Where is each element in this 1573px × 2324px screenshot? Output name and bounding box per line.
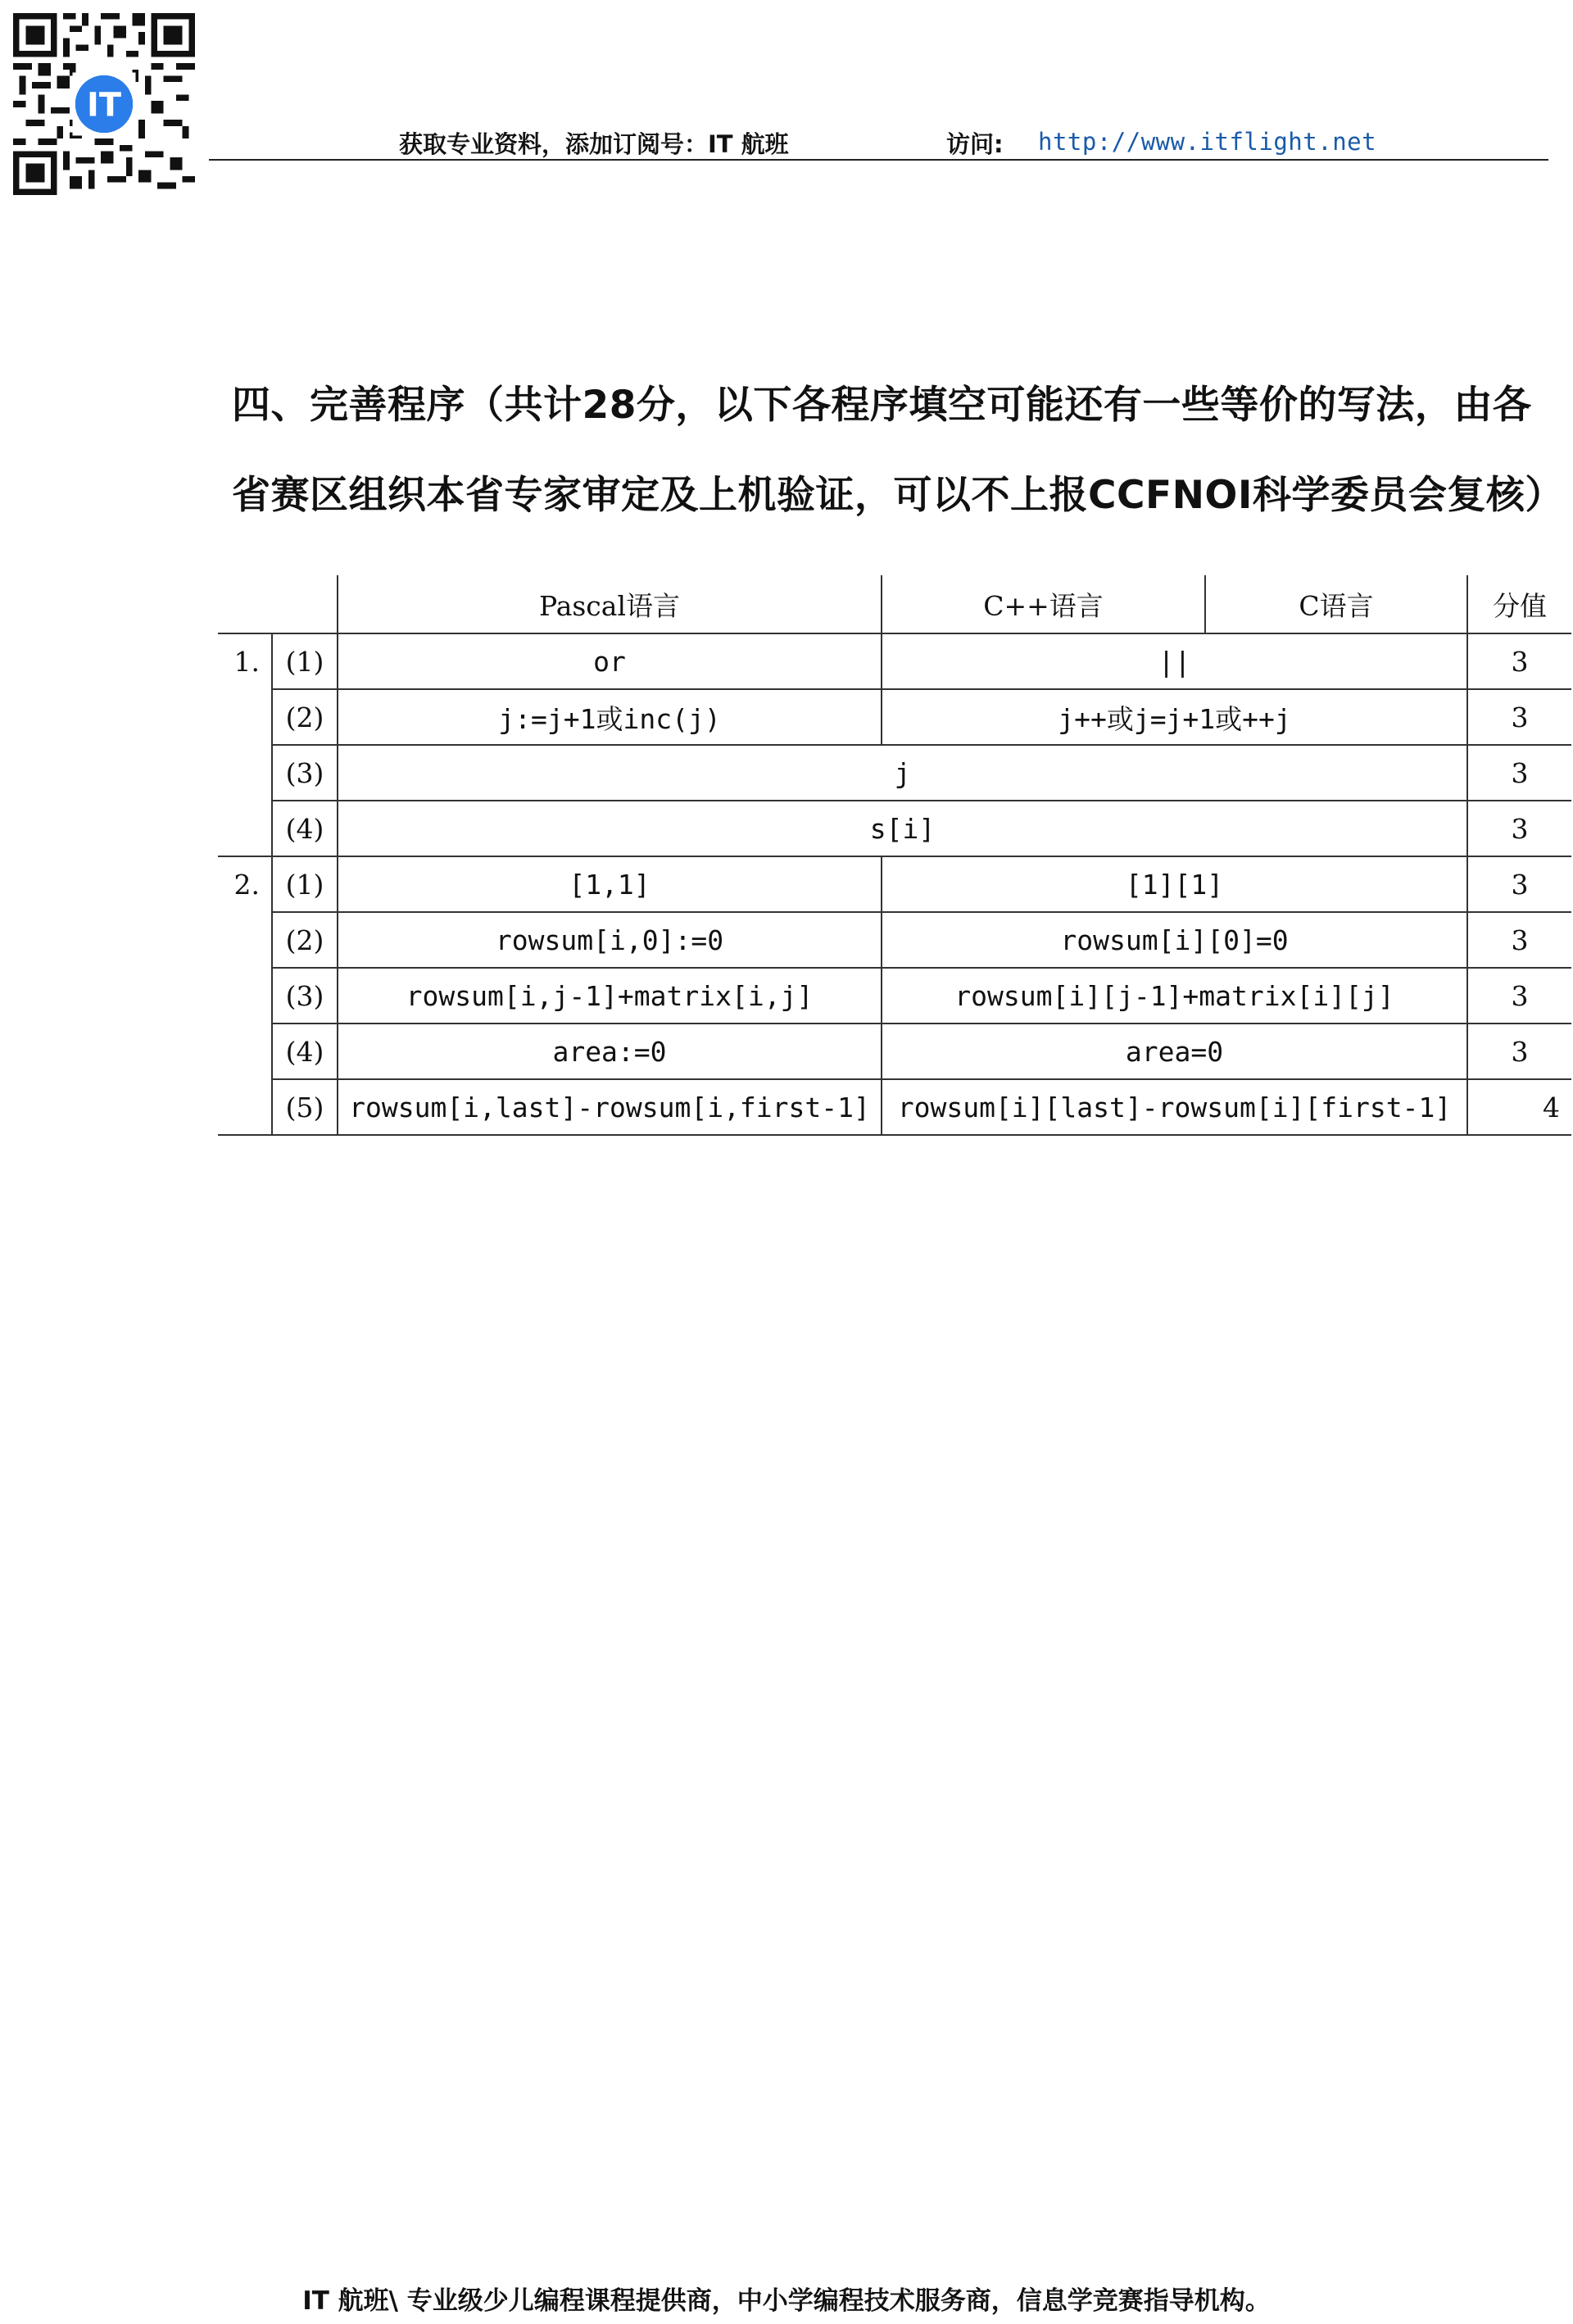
pascal-answer: rowsum[i,j-1]+matrix[i,j]	[338, 968, 882, 1024]
score-value: 3	[1467, 856, 1571, 912]
header-divider	[209, 159, 1548, 161]
merged-answer: j	[338, 745, 1467, 801]
header-blank-cell	[218, 575, 272, 633]
table-row	[218, 856, 1571, 912]
c-family-answer: rowsum[i][j-1]+matrix[i][j]	[882, 968, 1467, 1024]
score-value: 3	[1467, 1024, 1571, 1079]
question-number-empty	[218, 968, 272, 1024]
sub-question-label: (4)	[272, 1024, 338, 1079]
pascal-answer: rowsum[i,last]-rowsum[i,first-1]	[338, 1079, 882, 1135]
page-footer: IT 航班\ 专业级少儿编程课程提供商，中小学编程技术服务商，信息学竞赛指导机构。	[302, 2286, 1271, 2316]
c-family-answer: j++或j=j+1或++j	[882, 689, 1467, 745]
sub-question-label: (2)	[272, 912, 338, 968]
score-value: 3	[1467, 689, 1571, 745]
sub-question-label: (1)	[272, 856, 338, 912]
page-header	[209, 123, 1548, 161]
merged-answer: s[i]	[338, 801, 1467, 856]
table-row	[218, 745, 1571, 801]
table-row	[218, 968, 1571, 1024]
column-header-score: 分值	[1467, 575, 1571, 633]
pascal-answer: [1,1]	[338, 856, 882, 912]
qr-code-image	[13, 13, 195, 195]
score-value: 4	[1467, 1079, 1571, 1135]
c-family-answer: rowsum[i][0]=0	[882, 912, 1467, 968]
table-row	[218, 1024, 1571, 1079]
sub-question-label: (5)	[272, 1079, 338, 1135]
table-row	[218, 689, 1571, 745]
sub-question-label: (1)	[272, 633, 338, 689]
section-heading: 四、完善程序（共计28分，以下各程序填空可能还有一些等价的写法，由各省赛区组织本省专家审定及上机验证，可以不上报CCFNOI科学委员会复核）	[232, 383, 1564, 518]
question-number-empty	[218, 1024, 272, 1079]
pascal-answer: rowsum[i,0]:=0	[338, 912, 882, 968]
question-number-empty	[218, 1079, 272, 1135]
pascal-answer: j:=j+1或inc(j)	[338, 689, 882, 745]
table-header-row	[218, 575, 1571, 633]
sub-question-label: (2)	[272, 689, 338, 745]
header-blank-cell	[272, 575, 338, 633]
sub-question-label: (4)	[272, 801, 338, 856]
question-number: 1.	[218, 633, 272, 689]
score-value: 3	[1467, 968, 1571, 1024]
header-promo-text: 获取专业资料，添加订阅号：IT 航班	[399, 130, 789, 158]
question-number: 2.	[218, 856, 272, 912]
sub-question-label: (3)	[272, 745, 338, 801]
column-header-pascal: Pascal语言	[338, 575, 882, 633]
question-number-empty	[218, 689, 272, 745]
c-family-answer: ||	[882, 633, 1467, 689]
c-family-answer: [1][1]	[882, 856, 1467, 912]
header-visit-label: 访问:	[946, 130, 1004, 158]
pascal-answer: or	[338, 633, 882, 689]
question-number-empty	[218, 745, 272, 801]
header-url-link[interactable]: http://www.itflight.net	[1038, 128, 1377, 156]
score-value: 3	[1467, 801, 1571, 856]
table-row	[218, 1079, 1571, 1135]
sub-question-label: (3)	[272, 968, 338, 1024]
score-value: 3	[1467, 912, 1571, 968]
c-family-answer: rowsum[i][last]-rowsum[i][first-1]	[882, 1079, 1467, 1135]
score-value: 3	[1467, 633, 1571, 689]
column-header-c: C语言	[1205, 575, 1467, 633]
table-row	[218, 912, 1571, 968]
qr-logo-text: IT	[87, 86, 121, 125]
question-number-empty	[218, 912, 272, 968]
c-family-answer: area=0	[882, 1024, 1467, 1079]
pascal-answer: area:=0	[338, 1024, 882, 1079]
table-row	[218, 633, 1571, 689]
column-header-cpp: C++语言	[882, 575, 1205, 633]
score-value: 3	[1467, 745, 1571, 801]
table-row	[218, 801, 1571, 856]
answer-table	[218, 575, 1571, 1136]
question-number-empty	[218, 801, 272, 856]
